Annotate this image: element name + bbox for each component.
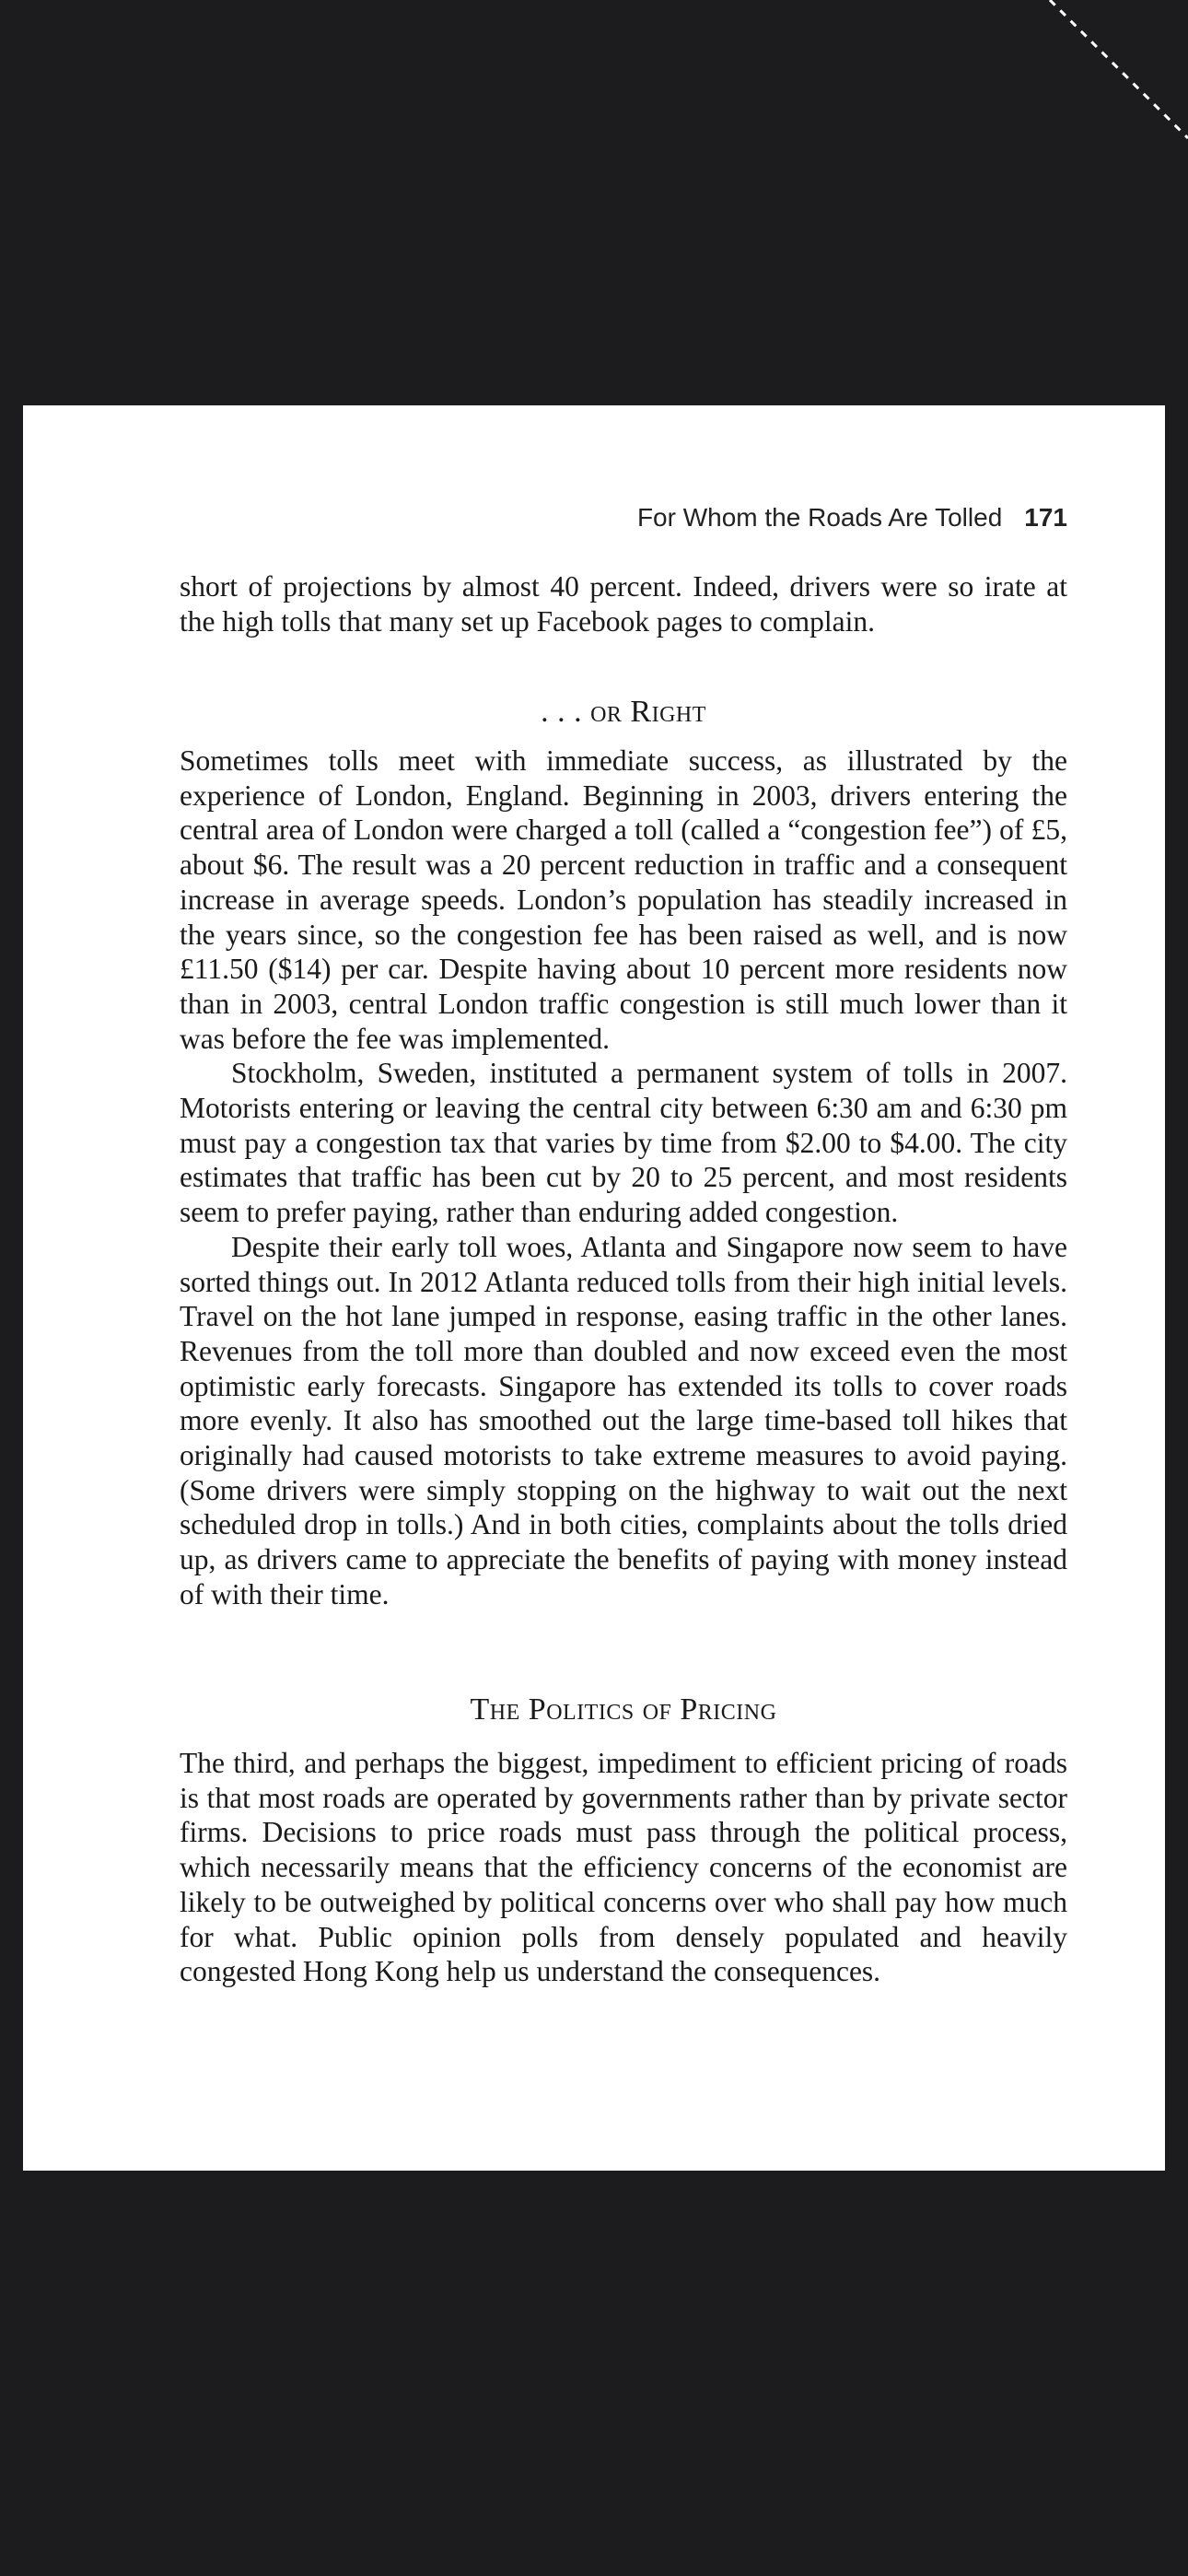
running-title: For Whom the Roads Are Tolled [636,503,1003,532]
book-page[interactable] [23,405,1165,2171]
paragraph: Sometimes tolls meet with immediate success, as illustrated by the experience of London, England. Beginning in 2003, drivers entering the central area of London were charged a toll (called a “congestion fee”) of £5, about $6. The result was a 20 percent reduction in traffic and a consequent increase in average speeds. London’s population has steadily increased in the years since, so the congestion fee has been raised as well, and is now £11.50 ($14) per car. Despite having about 10 percent more residents now than in 2003, central London traffic congestion is still much lower than it was before the fee was implemented. [180,744,1067,1055]
section-heading-politics-of-pricing: The Politics of Pricing [470,1692,777,1727]
paragraph: The third, and perhaps the biggest, impediment to efficient pricing of roads is that most roads are operated by governments rather than by private sector firms. Decisions to price roads must pass through the political process, which necessarily means that the efficiency concerns of the economist are likely to be outweighed by political concerns over who shall pay how much for what. Public opinion polls from densely populated and heavily congested Hong Kong help us understand the consequences. [180,1747,1067,1988]
running-head [637,503,1067,533]
section1-text [180,744,1067,1612]
page-number: 171 [1024,503,1067,532]
paragraph: short of projections by almost 40 percent. Indeed, drivers were so irate at the high tolls that many set up Facebook pages to complain. [180,570,1067,638]
section2-text [180,1746,1067,1989]
section-heading-or-right: . . . or Right [541,695,706,729]
paragraph: Stockholm, Sweden, instituted a permanent system of tolls in 2007. Motorists entering or leaving the central city between 6:30 am and 6:30 pm must pay a congestion tax that varies by time from $2.00 to $4.00. The city estimates that traffic has been cut by 20 to 25 percent, and most residents seem to prefer paying, rather than enduring added congestion. [180,1057,1067,1229]
opening-text [180,569,1067,638]
paragraph: Despite their early toll woes, Atlanta and Singapore now seem to have sorted things out. In 2012 Atlanta reduced tolls from their high initial levels. Travel on the hot lane jumped in response, easing traffic in the other lanes. Revenues from the toll more than doubled and now exceed even the most optimistic early forecasts. Singapore has extended its tolls to cover roads more evenly. It also has smoothed out the large time-based toll hikes that originally had caused motorists to take extreme measures to avoid paying. (Some drivers were simply stopping on the highway to wait out the next scheduled drop in tolls.) And in both cities, complaints about the tolls dried up, as drivers came to appreciate the benefits of paying with money instead of with their time. [180,1230,1067,1610]
page-curl-indicator [1041,0,1188,147]
